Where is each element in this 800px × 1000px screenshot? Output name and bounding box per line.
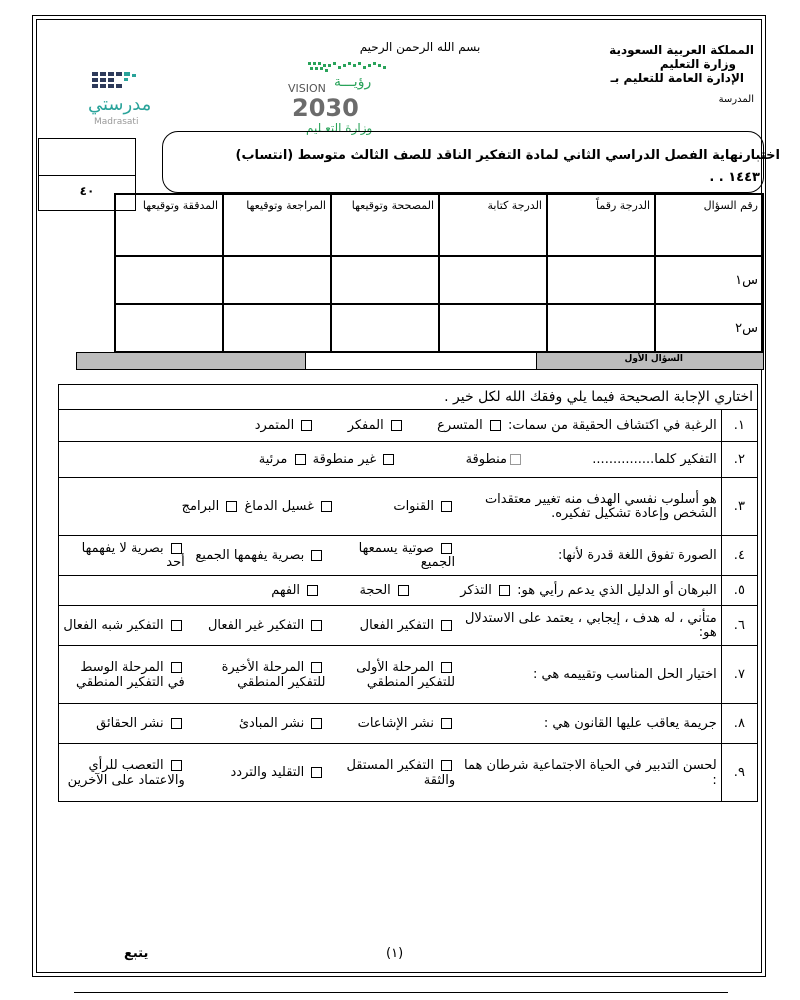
- option-label: المفكر: [347, 418, 384, 433]
- grade-input-cell[interactable]: [223, 304, 331, 352]
- question-options: [59, 478, 460, 536]
- option-label: غير منطوقة: [312, 452, 377, 467]
- question-number: ٥.: [721, 576, 757, 606]
- total-score: ٤٠: [38, 175, 136, 211]
- grade-input-cell[interactable]: [331, 304, 439, 352]
- vision-en-text: VISION: [288, 82, 326, 95]
- quiz-instruction: اختاري الإجابة الصحيحة فيما يلي وفقك الله لكل خير .: [59, 385, 758, 410]
- grade-input-cell[interactable]: [223, 256, 331, 304]
- question-stem: التفكير كلما...............: [592, 452, 717, 467]
- option-cell: [59, 704, 189, 744]
- option-label: التعصب للرأي والاعتماد على الآخرين: [67, 757, 185, 788]
- checkbox-icon[interactable]: [311, 662, 322, 673]
- quiz-table: [58, 384, 758, 802]
- checkbox-icon[interactable]: [301, 420, 312, 431]
- checkbox-icon[interactable]: [311, 718, 322, 729]
- checkbox-icon[interactable]: [398, 585, 409, 596]
- madrasati-en-text: Madrasati: [94, 117, 139, 127]
- option-cell: [189, 704, 330, 744]
- option-cell: [329, 646, 459, 704]
- question-number: ٦.: [721, 606, 757, 646]
- question-content: [59, 410, 722, 442]
- grades-table: [114, 193, 764, 353]
- option-cell: [189, 536, 330, 576]
- checkbox-icon[interactable]: [307, 585, 318, 596]
- grades-header-cell: المصححة وتوقيعها: [331, 194, 439, 256]
- grade-input-cell[interactable]: [115, 304, 223, 352]
- option-cell: [59, 646, 189, 704]
- question-number: ٢.: [721, 442, 757, 478]
- option-cell: [59, 744, 189, 802]
- table-row: [59, 606, 758, 646]
- table-row: [59, 536, 758, 576]
- table-row: [59, 442, 758, 478]
- checkbox-icon[interactable]: [171, 543, 182, 554]
- checkbox-icon[interactable]: [171, 718, 182, 729]
- grade-input-cell[interactable]: [439, 256, 547, 304]
- grade-input-cell[interactable]: [547, 304, 655, 352]
- option-cell: [59, 536, 189, 576]
- table-row: [59, 646, 758, 704]
- table-row: [59, 410, 758, 442]
- instruction-row: [59, 385, 758, 410]
- question-number: ٣.: [721, 478, 757, 536]
- vision-ar-text: رؤيـــة: [334, 74, 372, 90]
- option-label: المرحلة الأخيرة للتفكير المنطقي: [221, 659, 326, 690]
- table-row: [115, 256, 763, 304]
- score-blank-cell: [38, 138, 136, 175]
- checkbox-icon[interactable]: [391, 420, 402, 431]
- checkbox-icon[interactable]: [171, 760, 182, 771]
- exam-title: اختبارنهاية الفصل الدراسي الثاني لمادة التفكير الناقد للصف الثالث متوسط (انتساب): [235, 148, 780, 163]
- checkbox-icon[interactable]: [295, 454, 306, 465]
- option-cell: [189, 606, 330, 646]
- option-label: بصرية يفهمها الجميع: [195, 547, 305, 563]
- table-row: [59, 478, 758, 536]
- checkbox-icon[interactable]: [441, 718, 452, 729]
- option-label: نشر المبادئ: [238, 716, 305, 731]
- option-cell: [189, 744, 330, 802]
- table-row: [115, 304, 763, 352]
- option-label: نشر الحقائق: [96, 716, 164, 731]
- question-stem: هو أسلوب نفسي الهدف منه تغيير معتقدات الشخص وإعادة تشكيل تفكيره.: [459, 478, 721, 536]
- checkbox-icon[interactable]: [510, 454, 521, 465]
- option-label: الحجة: [359, 583, 391, 598]
- option-cell: [329, 606, 459, 646]
- question-content: [59, 576, 722, 606]
- question-id-cell: س٢: [655, 304, 763, 352]
- madrasati-logo: [88, 68, 188, 128]
- option-label: منطوقة: [465, 452, 508, 467]
- checkbox-icon[interactable]: [321, 501, 332, 512]
- question-stem: الرغبة في اكتشاف الحقيقة من سمات:: [507, 418, 717, 433]
- checkbox-icon[interactable]: [490, 420, 501, 431]
- checkbox-icon[interactable]: [226, 501, 237, 512]
- question-stem: جريمة يعاقب عليها القانون هي :: [459, 704, 721, 744]
- checkbox-icon[interactable]: [171, 662, 182, 673]
- option-label: القنوات: [393, 499, 434, 514]
- option-cell: [59, 606, 189, 646]
- ministry-header: [544, 43, 754, 107]
- madrasati-ar-text: مدرستي: [88, 94, 152, 115]
- question-stem: البرهان أو الدليل الذي يدعم رأيي هو:: [517, 583, 717, 598]
- option-label: المتسرع: [437, 418, 483, 433]
- grade-input-cell[interactable]: [439, 304, 547, 352]
- option-label: مرئية: [258, 452, 288, 467]
- checkbox-icon[interactable]: [441, 760, 452, 771]
- exam-code: ١٤٤٣ . .: [709, 170, 760, 185]
- section-label: السؤال الأول: [624, 354, 683, 364]
- option-label: التذكر: [460, 583, 492, 598]
- checkbox-icon[interactable]: [311, 767, 322, 778]
- checkbox-icon[interactable]: [441, 662, 452, 673]
- checkbox-icon[interactable]: [499, 585, 510, 596]
- option-cell: [329, 536, 459, 576]
- checkbox-icon[interactable]: [171, 620, 182, 631]
- option-label: صوتية يسمعها الجميع: [358, 540, 456, 570]
- checkbox-icon[interactable]: [311, 620, 322, 631]
- vision-year-text: 2030: [292, 94, 359, 122]
- option-label: التفكير المستقل والثقة: [346, 757, 456, 788]
- option-label: المتمرد: [254, 418, 295, 433]
- question-id-cell: س١: [655, 256, 763, 304]
- option-label: غسيل الدماغ: [244, 499, 314, 514]
- section-bar-segment: [305, 353, 537, 369]
- question-number: ٧.: [721, 646, 757, 704]
- question-stem: متأني ، له هدف ، إيجابي ، يعتمد على الاستدلال هو:: [459, 606, 721, 646]
- question-stem: اختيار الحل المناسب وتقييمه هي :: [459, 646, 721, 704]
- option-cell: [329, 744, 459, 802]
- directorate-line: الإدارة العامة للتعليم بـ: [610, 71, 744, 85]
- grades-header-cell: المدققة وتوقيعها: [115, 194, 223, 256]
- checkbox-icon[interactable]: [441, 501, 452, 512]
- option-label: البرامج: [181, 499, 220, 514]
- question-stem: لحسن التدبير في الحياة الاجتماعية شرطان هما :: [459, 744, 721, 802]
- kingdom-line: المملكة العربية السعودية: [609, 43, 754, 57]
- checkbox-icon[interactable]: [441, 543, 452, 554]
- question-number: ١.: [721, 410, 757, 442]
- question-stem: الصورة تفوق اللغة قدرة لأنها:: [459, 536, 721, 576]
- section-bar: [76, 352, 764, 370]
- continue-label: يتبع: [124, 946, 149, 961]
- ministry-line: وزارة التعليم: [659, 57, 736, 71]
- table-row: [59, 704, 758, 744]
- moe-text: وزارة التعـليم: [306, 121, 373, 135]
- table-row: [59, 744, 758, 802]
- grade-input-cell[interactable]: [115, 256, 223, 304]
- grades-header-cell: الدرجة كتابة: [439, 194, 547, 256]
- bottom-rule: [74, 992, 728, 993]
- grades-header-cell: المراجعة وتوقيعها: [223, 194, 331, 256]
- question-number: ٨.: [721, 704, 757, 744]
- grade-input-cell[interactable]: [331, 256, 439, 304]
- option-label: التقليد والتردد: [230, 765, 305, 780]
- question-number: ٩.: [721, 744, 757, 802]
- grade-input-cell[interactable]: [547, 256, 655, 304]
- checkbox-icon[interactable]: [441, 620, 452, 631]
- option-label: المرحلة الوسط في التفكير المنطقي: [76, 659, 185, 690]
- vision-2030-logo: [288, 56, 448, 136]
- checkbox-icon[interactable]: [311, 550, 322, 561]
- basmala: بسم الله الرحمن الرحيم: [359, 40, 481, 54]
- option-cell: [329, 704, 459, 744]
- school-label: المدرسة: [718, 94, 754, 105]
- question-number: ٤.: [721, 536, 757, 576]
- option-label: التفكير شبه الفعال: [63, 617, 164, 633]
- option-label: التفكير الفعال: [359, 617, 434, 633]
- grades-header-cell: الدرجة رقماً: [547, 194, 655, 256]
- page-number: (١): [386, 946, 404, 961]
- grades-header-cell: رقم السؤال: [655, 194, 763, 256]
- option-label: الفهم: [271, 583, 301, 598]
- option-label: المرحلة الأولى للتفكير المنطقي: [356, 659, 456, 690]
- question-content: [59, 442, 722, 478]
- option-label: نشر الإشاعات: [357, 716, 434, 731]
- option-label: التفكير غير الفعال: [207, 617, 305, 633]
- section-bar-segment: [77, 353, 305, 369]
- option-label: بصرية لا يفهمها أحد: [81, 540, 185, 570]
- checkbox-icon[interactable]: [383, 454, 394, 465]
- table-row: [59, 576, 758, 606]
- option-cell: [189, 646, 330, 704]
